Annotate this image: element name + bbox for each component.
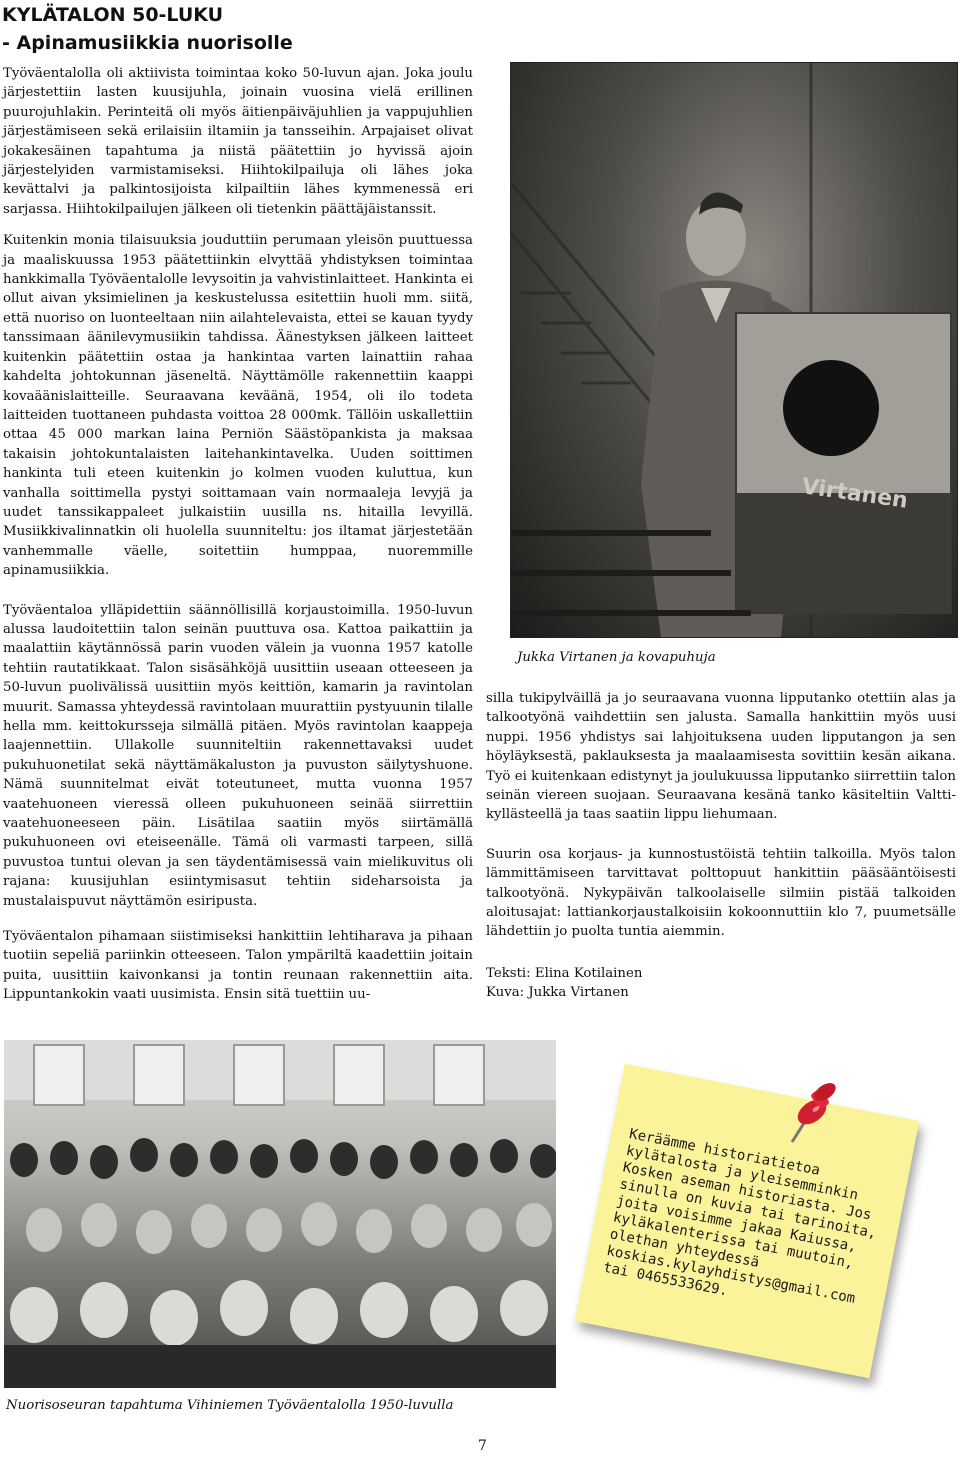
paragraph-yard: Työväentalon pihamaan siistimiseksi hankittiin lehtiharava ja pihaan tuotiin sepeliä pariinkin otteeseen. Talon ympäriltä kaadettiin joitain puita, uusittiin kaivonkansi ja tontin reunaan rakennettiin aita. Lippuntankokin vaati uusimista. Ensin sitä tuettiin uu- [3, 929, 473, 1003]
photo-jukka-illustration [511, 63, 957, 637]
article-title: KYLÄTALON 50-LUKU [2, 4, 224, 26]
push-pin-icon [780, 1082, 840, 1152]
article-subtitle: - Apinamusiikkia nuorisolle [2, 32, 293, 54]
paragraph-flagpole: silla tukipylväillä ja jo seuraavana vuonna lipputanko otettiin alas ja talkootyönä vaihdettiin sen jalusta. Samalla hankittiin myös uusi nuppi. 1956 yhdistys sai lahjoituksena uuden lipputangon ja sen höyläyksestä, paklauksesta ja maalaamisesta sovittiin kesän aikana. Työ ei kuitenkaan edistynyt ja joulukuussa lipputanko siirrettiin talon seinän viereen suojaan. Seuraavana kesänä tanko käsiteltiin Valtti-kyllästeellä ja taas saatiin lippu liehumaan. [486, 691, 956, 823]
paragraph-record-player: Kuitenkin monia tilaisuuksia jouduttiin perumaan yleisön puuttuessa ja maaliskuussa 1953 päätettiinkin elvyttää yhdistyksen toimintaa hankkimalla Työväentalolle levysoitin ja vahvistinlaitteet. Hankinta ei ollut aivan yksimielinen ja keskustelussa esitettiin huoli mm. siitä, että nuoriso on luonteeltaan niin ailahtelevaista, ettei se kauan tyydy tanssimaan äänilevymusiikin tahdissa. Äänestyksen jälkeen laitteet kuitenkin päätettiin ostaa ja hankintaa varten lainattiin rahaa kahdelta johtokunnan jäseneltä. Näyttämölle rakennettiin kaappi kovaäänislaitteille. Seuraavana keväänä, 1954, oli ilo todeta laitteiden tuottaneen puhdasta voittoa 28 000mk. Tällöin uskallettiin ottaa 45 000 markan laina Perniön Säästöpankista ja maksaa takaisin johtokuntalaisten laitehankintavelka. Uuden soittimen hankinta tuli eteen kuitenkin jo kolmen vuoden kuluttua, kun vanhalla soittimella pystyi soittamaan vain normaaleja levyjä ja uudet tanssikappaleet julkaistiin uusilla ns. hitailla levyillä. Musiikkivalinnatkin oli huolella suunniteltu: jos iltamat järjestetään vanhemmalle väelle, soitettiin humppaa, nuoremmille apinamusiikkia. [3, 233, 473, 579]
paragraph-talkoot: Suurin osa korjaus- ja kunnostustöistä tehtiin talkoilla. Myös talon lämmittämiseen tarvittavat polttopuut hankittiin pääsääntöisesti talkootyönä. Nykypäivän talkoolaiselle silmiin pistää talkoiden aloitusajat: lattiankorjaustalkoisiin kokoonnuttiin klo 7, puumetsälle lähdettiin jo puolta tuntia aiemmin. [486, 846, 956, 940]
paragraph-activities: Työväentalolla oli aktiivista toimintaa koko 50-luvun ajan. Joka joulu järjestettiin lasten kuusijuhla, joinain vuosina vielä erillinen puurojuhlakin. Perinteitä oli myös äitienpäiväjuhlien ja vappujuhlien järjestämiseen sekä erilaisiin iltamiin ja tansseihin. Arpajaiset olivat jokakesäinen tapahtuma ja niistä päätettiin jo hyvissä ajoin järjestelyiden varmistamiseksi. Hiihtokilpailuja oli lähes joka kevättalvi ja palkintosijoista kilpailtiin lähes kymmenessä eri sarjassa. Hiihtokilpailujen jälkeen oli tietenkin päättäjäistanssit. [3, 66, 473, 217]
credit-photo: Kuva: Jukka Virtanen [486, 985, 629, 1001]
photo-crowd-illustration [4, 1040, 556, 1388]
paragraph-repairs: Työväentaloa ylläpidettiin säännöllisillä korjaustoimilla. 1950-luvun alussa laudoitettiin talon seinän puuttuva osa. Kattoa paikattiin ja maalattiin käytännössä parin vuoden välein ja vuonna 1957 katolle tehtiin rautatikkaat. Talon sisäsähköjä uusittiin useaan otteeseen ja 50-luvun puolivälissä uusittiin myös keittiön, kamarin ja ravintolan muurit. Samassa yhteydessä ravintolaan muurattiin pystyuunin tilalle hella mm. keittokursseja silmällä pitäen. Myös ravintolan kaappeja laajennettiin. Ullakolle suunniteltiin rakennettavaksi uudet pukuhuonetilat sekä näyttämäkaluston ja puvuston säilytyshuone. Nämä suunnitelmat eivät toteutuneet, mutta vuonna 1957 vaatehuoneen vieressä olleen pukuhuoneen seinää siirrettiin vaatehuoneeseen päin. Lisätilaa saatiin myös siirtämällä pukuhuoneen ovi eteiseenälle. Tämä oli varmasti tarpeen, sillä puvustoa tuntui olevan ja sen täydentämisessä vain mielikuvitus oli rajana: kuusijuhlan esiintymisasut tehtiin sideharsoista ja mustalaispuvut näyttämön esiripusta. [3, 602, 473, 909]
photo-jukka-virtanen [510, 62, 958, 638]
photo1-caption: Jukka Virtanen ja kovapuhuja [517, 650, 716, 665]
sticky-note [575, 1064, 919, 1378]
sticky-note-text: Keräämme historiatietoa kylätalosta ja yleisemminkin Kosken aseman historiasta. Jos sinulla on kuvia tai tarinoita, joita voisimme jakaa Kaiussa, kyläkalenterissa tai muutoin, olethan yhteydessä koskias.kylayhdistys@gmail.com tai 0465533629. [601, 1126, 878, 1307]
right-column [486, 689, 956, 1003]
photo2-caption: Nuorisoseuran tapahtuma Vihiniemen Työväentalolla 1950-luvulla [6, 1398, 454, 1413]
credit-text: Teksti: Elina Kotilainen [486, 965, 643, 981]
photo-crowd-event [4, 1040, 556, 1388]
speaker-sign-text: Virtanen [800, 474, 910, 514]
page-number: 7 [478, 1438, 487, 1454]
left-column [3, 64, 473, 1017]
